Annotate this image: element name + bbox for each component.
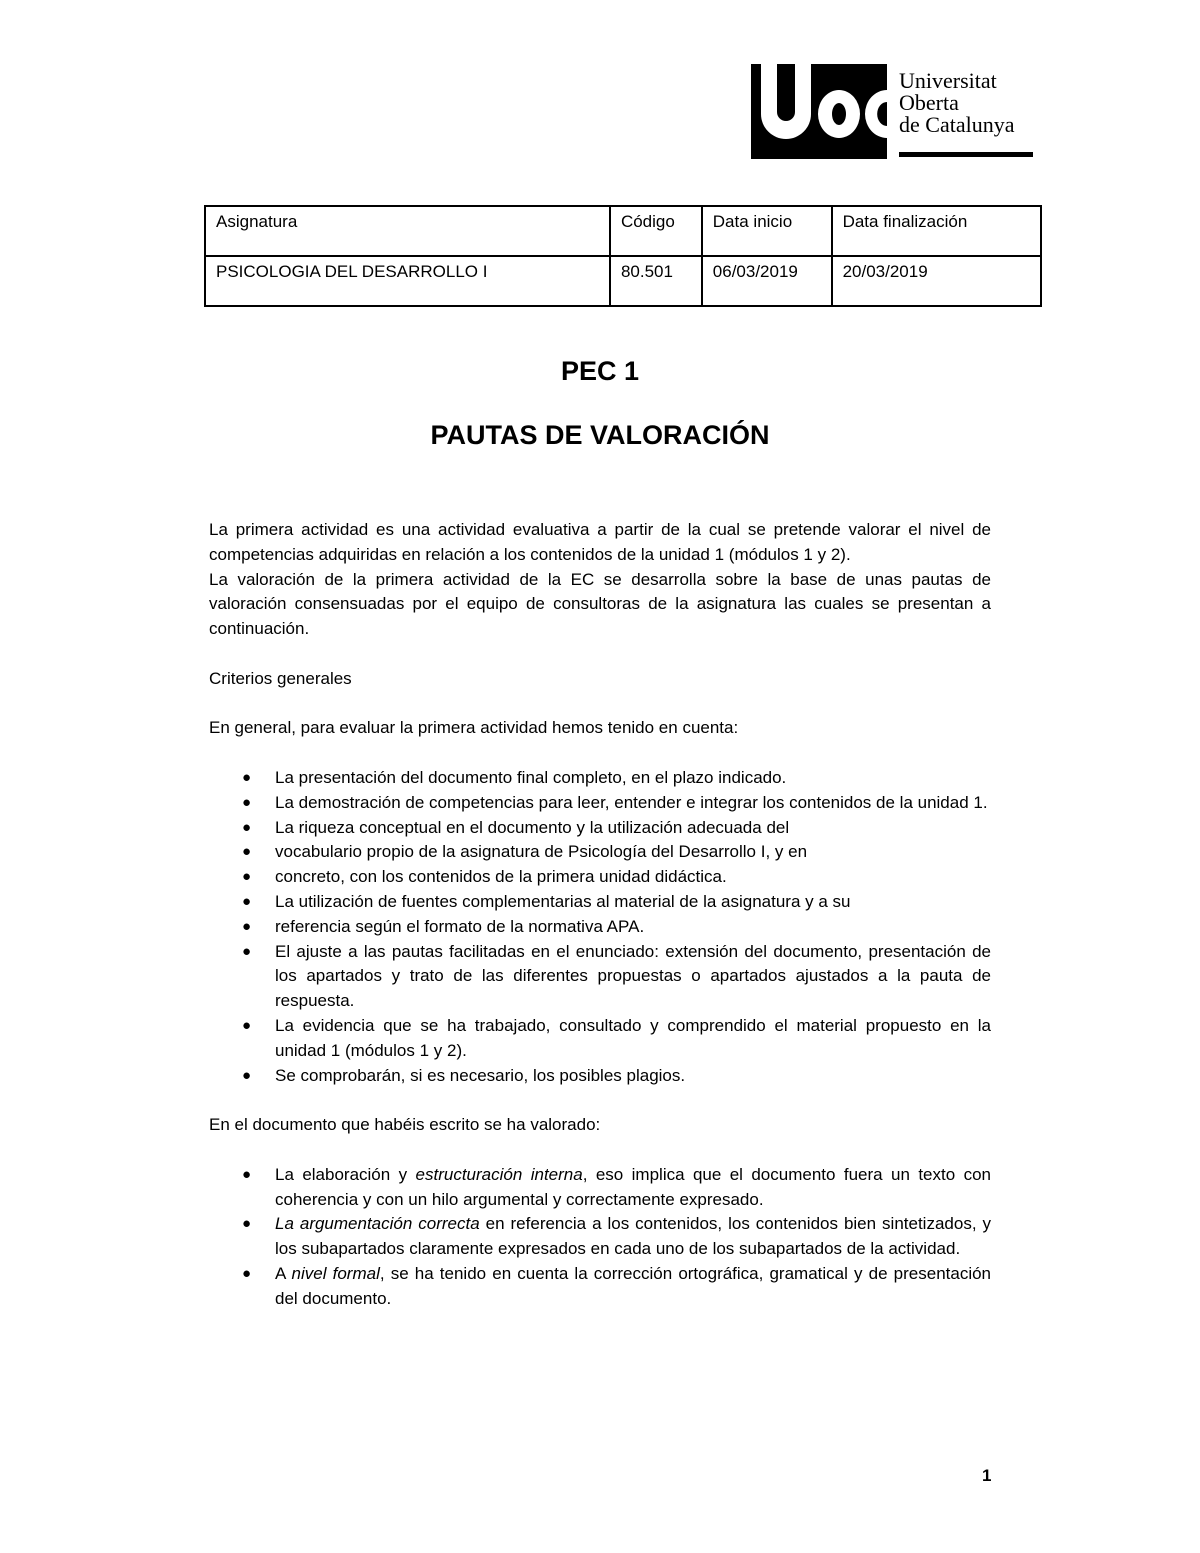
bullet-icon: ●	[242, 1215, 252, 1233]
header-data-inicio: Data inicio	[702, 206, 832, 256]
list-item: ● La argumentación correcta en referencia a los contenidos, los contenidos bien sintetizados, y los subapartados claramente expresados en cada uno de los subapartados de la actividad.	[242, 1214, 992, 1259]
bullet-icon: ●	[242, 818, 252, 836]
list-item: ● El ajuste a las pautas facilitadas en el enunciado: extensión del documento, presentación de los apartados y trato de las diferentes propuestas o apartados ajustados a la pauta de respuesta.	[242, 941, 991, 1011]
logo-line-3: de Catalunya	[899, 112, 1015, 137]
bullet-icon: ●	[242, 768, 252, 786]
document-subtitle: PAUTAS DE VALORACIÓN	[430, 420, 770, 450]
bullet-icon: ●	[242, 1016, 252, 1034]
logo-line-2: Oberta	[899, 90, 959, 115]
valued-lead: En el documento que habéis escrito se ha valorado:	[209, 1115, 601, 1135]
list-item: ● La utilización de fuentes complementarias al material de la asignatura y a su	[209, 890, 991, 915]
header-asignatura: Asignatura	[205, 206, 610, 256]
intro-paragraph-2: La valoración de la primera actividad de la EC se desarrolla sobre la base de unas pautas de valoración consensuadas por el equipo de consultoras de la asignatura las cuales se presentan a continuación.	[209, 569, 991, 639]
list-item: ● La presentación del documento final completo, en el plazo indicado.	[209, 766, 991, 791]
page-number: 1	[982, 1466, 992, 1485]
course-info-table	[204, 205, 1042, 307]
list-item: ● concreto, con los contenidos de la primera unidad didáctica.	[209, 865, 991, 890]
list-item: ● La riqueza conceptual en el documento y la utilización adecuada del	[209, 816, 991, 841]
logo-line-1: Universitat	[899, 68, 997, 93]
list-item: ● Se comprobarán, si es necesario, los posibles plagios.	[209, 1064, 991, 1089]
logo-rule	[899, 152, 1033, 157]
uoc-logo	[751, 64, 1033, 159]
header-codigo: Código	[610, 206, 702, 256]
criteria-list	[209, 766, 991, 1088]
criteria-lead: En general, para evaluar la primera actividad hemos tenido en cuenta:	[209, 718, 739, 738]
bullet-icon: ●	[242, 1264, 252, 1282]
value-data-inicio: 06/03/2019	[702, 256, 832, 306]
uoc-logo-mark	[751, 64, 887, 159]
value-codigo: 80.501	[610, 256, 702, 306]
valued-list	[209, 1163, 991, 1312]
header-data-finalizacion: Data finalización	[832, 206, 1041, 256]
criteria-heading: Criterios generales	[209, 668, 352, 688]
list-item: ● La demostración de competencias para leer, entender e integrar los contenidos de la unidad 1.	[209, 791, 991, 816]
list-item: ● referencia según el formato de la normativa APA.	[209, 915, 991, 940]
document-title: PEC 1	[560, 356, 640, 386]
bullet-icon: ●	[242, 843, 252, 861]
list-item: ● La elaboración y estructuración interna, eso implica que el documento fuera un texto con coherencia y con un hilo argumental y correctamente expresado.	[242, 1164, 992, 1209]
value-data-finalizacion: 20/03/2019	[832, 256, 1041, 306]
bullet-icon: ●	[242, 942, 252, 960]
list-item: ● La evidencia que se ha trabajado, consultado y comprendido el material propuesto en la unidad 1 (módulos 1 y 2).	[242, 1015, 991, 1060]
bullet-icon: ●	[242, 868, 252, 886]
uoc-logo-wordmark	[899, 70, 1014, 136]
bullet-icon: ●	[242, 1066, 252, 1084]
bullet-icon: ●	[242, 917, 252, 935]
bullet-icon: ●	[242, 1165, 252, 1183]
bullet-icon: ●	[242, 793, 252, 811]
document-body	[209, 518, 991, 1312]
bullet-icon: ●	[242, 892, 252, 910]
list-item: ● A nivel formal, se ha tenido en cuenta la corrección ortográfica, gramatical y de presentación del documento.	[242, 1263, 992, 1308]
list-item: ● vocabulario propio de la asignatura de Psicología del Desarrollo I, y en	[209, 840, 991, 865]
intro-paragraph-1: La primera actividad es una actividad evaluativa a partir de la cual se pretende valorar el nivel de competencias adquiridas en relación a los contenidos de la unidad 1 (módulos 1 y 2).	[209, 520, 991, 564]
value-asignatura: PSICOLOGIA DEL DESARROLLO I	[205, 256, 610, 306]
table-header-row	[205, 206, 1041, 256]
table-row	[205, 256, 1041, 306]
